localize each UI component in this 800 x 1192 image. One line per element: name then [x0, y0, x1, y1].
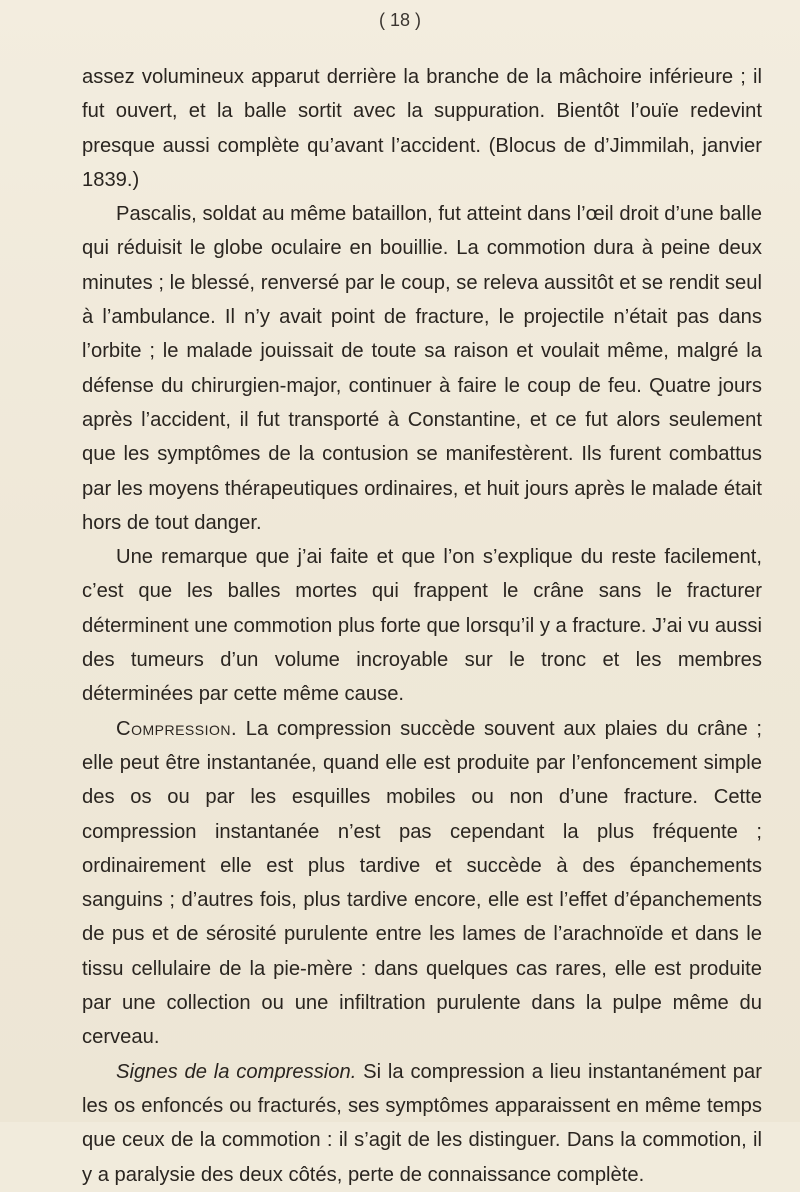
paragraph-remarque [82, 540, 762, 711]
section-heading-signes: Signes de la compression. [116, 1060, 357, 1083]
paragraph-continuation [82, 60, 762, 197]
paragraph-compression [82, 712, 762, 1055]
paragraph-text: Pascalis, soldat au même bataillon, fut atteint dans l’œil droit d’une balle qui réduisit le globe oculaire en bouillie. La commotion dura à peine deux minutes ; le blessé, renversé par le coup, se releva aussitôt et se rendit seul à l’ambulance. Il n’y avait point de fracture, le projectile n’était pas dans l’orbite ; le malade jouissait de toute sa raison et voulait même, malgré la défense du chirurgien-major, continuer à faire le coup de feu. Quatre jours après l’accident, il fut transporté à Constantine, et ce fut alors seulement que les symptômes de la contusion se manifestèrent. Ils furent combattus par les moyens thérapeutiques ordinaires, et huit jours après le malade était hors de tout danger. [82, 203, 762, 534]
paragraph-pascalis [82, 197, 762, 540]
body-text [82, 60, 762, 1192]
section-heading-compression: Compression. [116, 717, 238, 740]
paragraph-text: La compression succède souvent aux plaies du crâne ; elle peut être instantanée, quand elle est produite par l’enfoncement simple des os ou par les esquilles mobiles ou non d’une fracture. Cette compression instantanée n’est pas cependant la plus fréquente ; ordinairement elle est plus tardive et succède à des épanchements sanguins ; d’autres fois, plus tardive encore, elle est l’effet d’épanchements de pus et de sérosité purulente entre les lames de l’arachnoïde et dans le tissu cellulaire de la pie-mère : dans quelques cas rares, elle est produite par une collection ou une infiltration purulente dans la pulpe même du cerveau. [82, 717, 762, 1049]
paragraph-text: Une remarque que j’ai faite et que l’on s’explique du reste facilement, c’est que les balles mortes qui frappent le crâne sans le fracturer déterminent une commotion plus forte que lorsqu’il y a fracture. J’ai vu aussi des tumeurs d’un volume incroyable sur le tronc et les membres déterminées par cette même cause. [82, 546, 762, 706]
page-number: ( 18 ) [378, 10, 421, 30]
paragraph-text: Si la compression a lieu instantanément par les os enfoncés ou fracturés, ses symptômes apparaissent en même temps que ceux de la commotion : il s’agit de les distinguer. Dans la commotion, il y a paralysie des deux côtés, perte de connaissance complète. [82, 1060, 762, 1186]
paragraph-signes [82, 1055, 762, 1192]
paragraph-text: assez volumineux apparut derrière la branche de la mâchoire inférieure ; il fut ouvert, et la balle sortit avec la suppuration. Bientôt l’ouïe redevint presque aussi complète qu’avant l’accident. (Blocus de d’Jimmilah, janvier 1839.) [82, 66, 762, 191]
